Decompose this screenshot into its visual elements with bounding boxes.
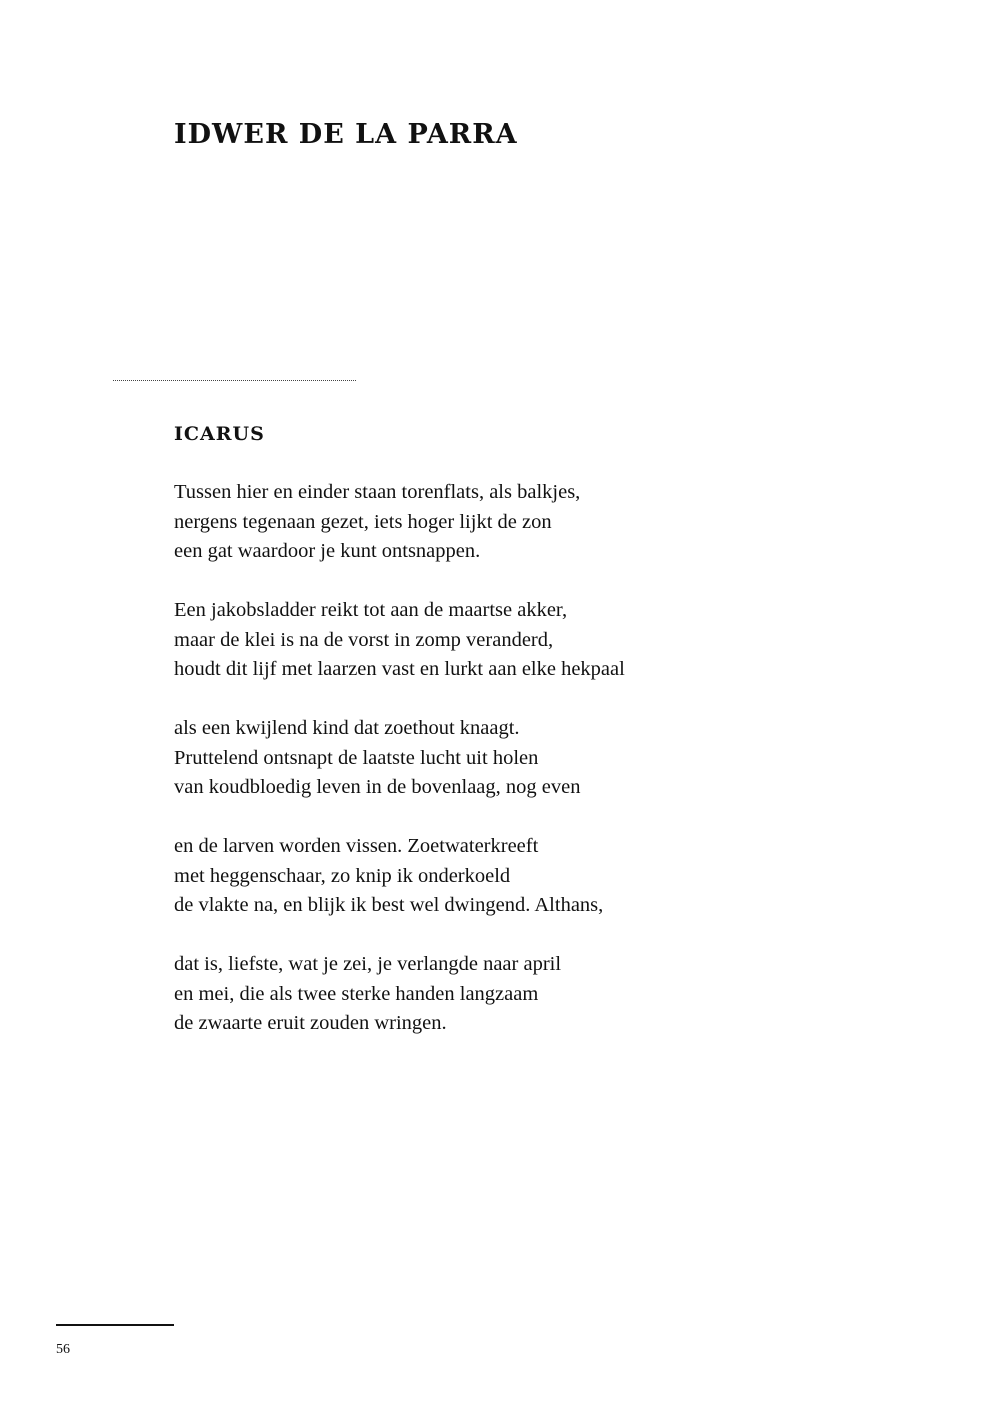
- poem-line: Tussen hier en einder staan torenflats, als balkjes,: [174, 481, 581, 503]
- section-divider: [113, 380, 356, 381]
- poem-line: houdt dit lijf met laarzen vast en lurkt aan elke hekpaal: [174, 658, 625, 680]
- poem-body: [174, 478, 814, 1068]
- poem-line: en mei, die als twee sterke handen langzaam: [174, 982, 539, 1005]
- author-name: IDWER DE LA PARRA: [174, 119, 518, 150]
- poem-line: Een jakobsladder reikt tot aan de maartse akker,: [174, 599, 568, 621]
- poem-line: met heggenschaar, zo knip ik onderkoeld: [174, 864, 511, 887]
- poem-line: en de larven worden vissen. Zoetwaterkreeft: [174, 835, 539, 857]
- poem-line: van koudbloedig leven in de bovenlaag, nog even: [174, 776, 581, 798]
- stanza-2: [174, 596, 814, 685]
- poem-line: Pruttelend ontsnapt de laatste lucht uit holen: [174, 746, 539, 769]
- poem-line: de zwaarte eruit zouden wringen.: [174, 1012, 447, 1034]
- page-number: 56: [56, 1342, 70, 1357]
- stanza-1: [174, 478, 814, 567]
- poem-line: dat is, liefste, wat je zei, je verlangde naar april: [174, 953, 562, 975]
- stanza-4: [174, 832, 814, 921]
- footer-rule: [56, 1324, 174, 1326]
- poem-line: een gat waardoor je kunt ontsnappen.: [174, 540, 481, 562]
- poem-line: de vlakte na, en blijk ik best wel dwingend. Althans,: [174, 894, 604, 916]
- poem-title: ICARUS: [174, 423, 265, 445]
- poem-line: nergens tegenaan gezet, iets hoger lijkt de zon: [174, 510, 552, 533]
- poem-line: maar de klei is na de vorst in zomp veranderd,: [174, 628, 554, 651]
- stanza-5: [174, 950, 814, 1039]
- stanza-3: [174, 714, 814, 803]
- poem-line: als een kwijlend kind dat zoethout knaagt.: [174, 717, 520, 739]
